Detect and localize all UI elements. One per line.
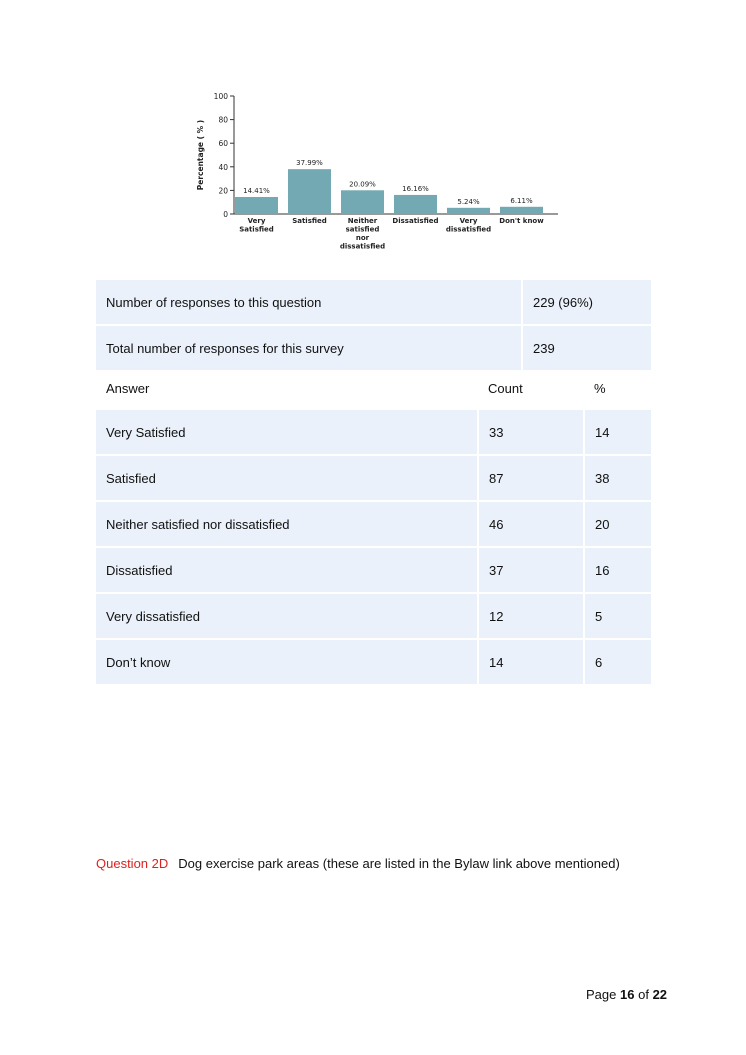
x-tick-label: Satisfied [292, 217, 327, 225]
answer-cell: Dissatisfied [96, 547, 478, 593]
answer-cell: Neither satisfied nor dissatisfied [96, 501, 478, 547]
y-tick-label: 60 [218, 139, 228, 149]
summary-value: 229 (96%) [522, 280, 651, 325]
answer-cell: Very Satisfied [96, 410, 478, 455]
y-tick-label: 40 [218, 162, 228, 172]
summary-row [96, 325, 651, 371]
bar-value-label: 14.41% [243, 186, 270, 195]
table-row [96, 410, 651, 455]
y-axis-label: Percentage ( % ) [196, 119, 205, 191]
question-number: Question 2D [96, 856, 169, 871]
summary-label: Number of responses to this question [96, 280, 522, 325]
bar [500, 207, 543, 214]
y-tick-label: 0 [223, 210, 228, 219]
summary-table [96, 280, 651, 372]
bar-value-label: 6.11% [510, 196, 533, 205]
y-tick-label: 20 [218, 186, 228, 196]
y-tick-label: 100 [213, 92, 228, 101]
table-row [96, 639, 651, 685]
summary-label: Total number of responses for this survey [96, 325, 522, 371]
page-total: 22 [652, 987, 668, 1002]
page-footer [586, 987, 667, 1002]
count-cell: 46 [478, 501, 584, 547]
bar [341, 190, 384, 214]
table-row [96, 593, 651, 639]
bar [447, 208, 490, 214]
bar [235, 197, 278, 214]
summary-row [96, 280, 651, 325]
percent-cell: 5 [584, 593, 651, 639]
header-count: Count [488, 380, 523, 396]
question-text: Dog exercise park areas (these are listed in the Bylaw link above mentioned) [178, 856, 620, 871]
count-cell: 14 [478, 639, 584, 685]
percent-cell: 14 [584, 410, 651, 455]
count-cell: 37 [478, 547, 584, 593]
x-tick-label: Very dissatisfied [445, 217, 492, 234]
count-cell: 87 [478, 455, 584, 501]
percent-cell: 38 [584, 455, 651, 501]
percent-cell: 6 [584, 639, 651, 685]
question-heading [96, 856, 620, 871]
page-number: 16 [620, 987, 635, 1002]
y-tick-label: 80 [218, 115, 228, 125]
page-prefix: Page [586, 987, 617, 1002]
bar-value-label: 5.24% [457, 197, 480, 206]
table-row [96, 501, 651, 547]
page-of: of [638, 987, 649, 1002]
count-cell: 33 [478, 410, 584, 455]
table-row [96, 455, 651, 501]
answer-cell: Very dissatisfied [96, 593, 478, 639]
answers-table [96, 366, 651, 686]
x-tick-label: Don't know [499, 217, 544, 225]
header-answer: Answer [106, 380, 150, 396]
count-cell: 12 [478, 593, 584, 639]
table-header-row [96, 366, 651, 410]
answer-cell: Don’t know [96, 639, 478, 685]
x-tick-label: Neither satisfied nor dissatisfied [339, 217, 386, 251]
bar-value-label: 20.09% [349, 180, 376, 189]
x-tick-label: Dissatisfied [392, 217, 439, 225]
percent-cell: 16 [584, 547, 651, 593]
bar [394, 195, 437, 214]
bar-value-label: 16.16% [402, 184, 429, 193]
x-tick-label: Very Satisfied [239, 217, 274, 234]
percent-cell: 20 [584, 501, 651, 547]
bar-value-label: 37.99% [296, 159, 323, 168]
bar-chart [190, 88, 560, 258]
table-row [96, 547, 651, 593]
header-percent: % [594, 380, 606, 396]
answer-cell: Satisfied [96, 455, 478, 501]
bar [288, 169, 331, 214]
summary-value: 239 [522, 325, 651, 371]
